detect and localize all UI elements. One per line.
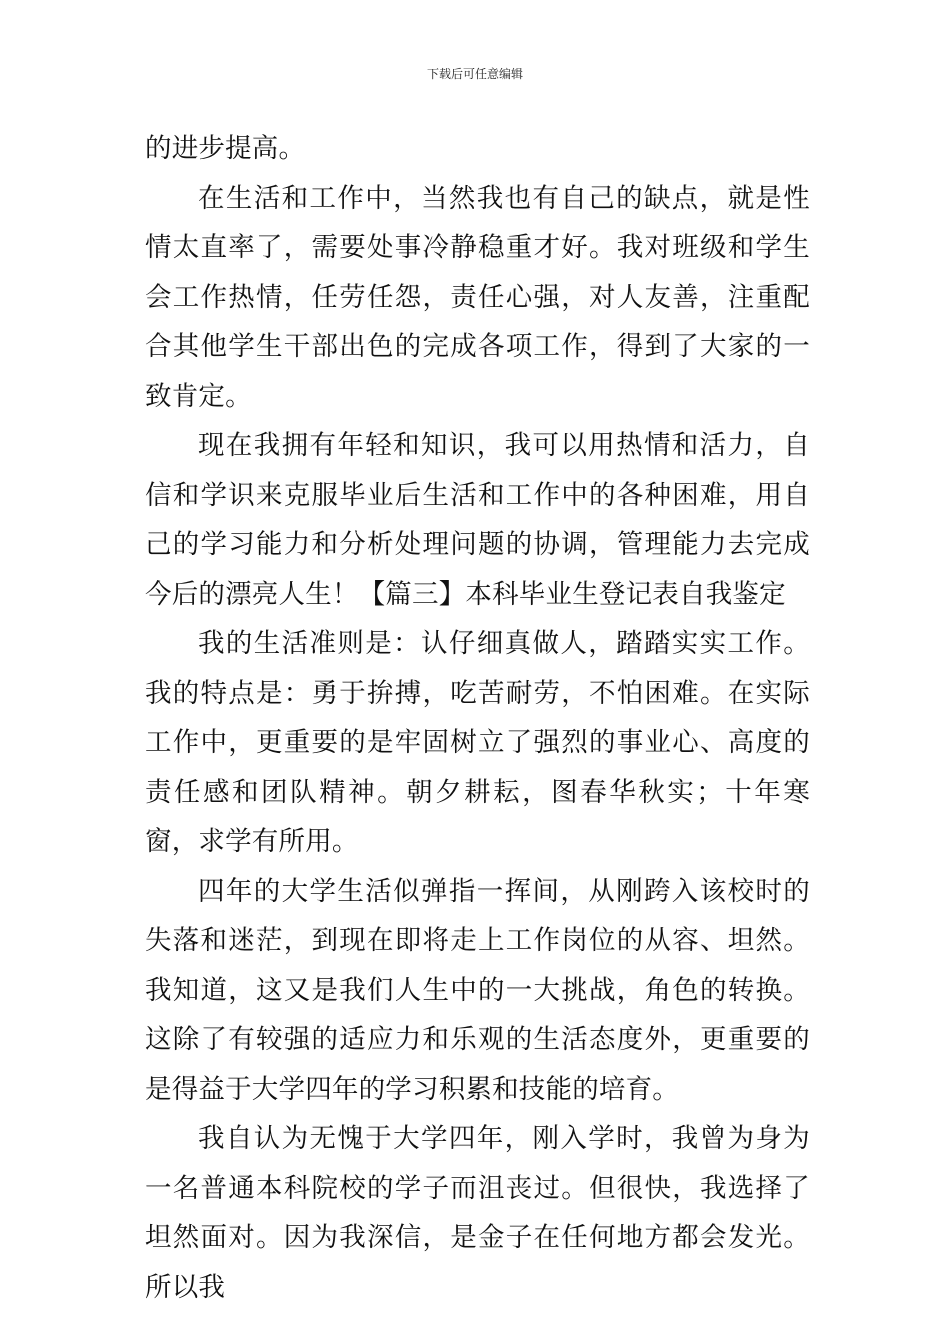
paragraph: 我的生活准则是：认仔细真做人，踏踏实实工作。我的特点是：勇于拚搏，吃苦耐劳，不怕困难。在实际工作中，更重要的是牢固树立了强烈的事业心、高度的责任感和团队精神。朝夕耕耘，图春华秋实；十年寒窗，求学有所用。	[145, 628, 810, 857]
paragraph: 的进步提高。	[145, 133, 306, 164]
paragraph: 现在我拥有年轻和知识，我可以用热情和活力，自信和学识来克服毕业后生活和工作中的各种困难，用自己的学习能力和分析处理问题的协调，管理能力去完成今后的漂亮人生！【篇三】本科毕业生登记表自我鉴定	[145, 430, 810, 610]
page-header: 下载后可任意编辑	[426, 67, 523, 81]
paragraph: 四年的大学生活似弹指一挥间，从刚跨入该校时的失落和迷茫，到现在即将走上工作岗位的从容、坦然。我知道，这又是我们人生中的一大挑战，角色的转换。这除了有较强的适应力和乐观的生活态度外，更重要的是得益于大学四年的学习积累和技能的培育。	[145, 875, 810, 1105]
paragraph: 在生活和工作中，当然我也有自己的缺点，就是性情太直率了，需要处事冷静稳重才好。我对班级和学生会工作热情，任劳任怨，责任心强，对人友善，注重配合其他学生干部出色的完成各项工作，得到了大家的一致肯定。	[145, 182, 810, 412]
document-body	[145, 124, 810, 1312]
paragraph: 我自认为无愧于大学四年，刚入学时，我曾为身为一名普通本科院校的学子而沮丧过。但很快，我选择了坦然面对。因为我深信，是金子在任何地方都会发光。所以我	[145, 1123, 810, 1303]
